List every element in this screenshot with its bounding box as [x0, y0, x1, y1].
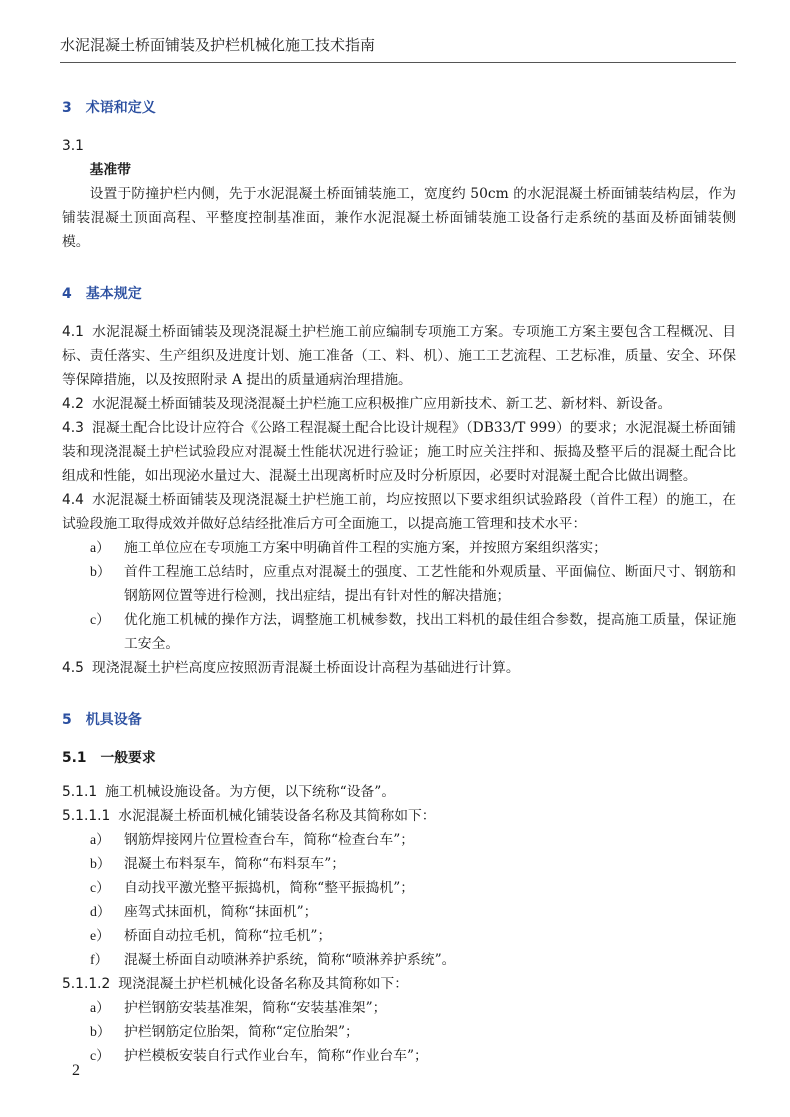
list-item: [62, 828, 736, 852]
list-item: [62, 560, 736, 608]
section-title: 基本规定: [85, 286, 142, 302]
clause-5-1-1: [62, 780, 736, 804]
list-item: [62, 948, 736, 972]
clause-4-5: [62, 656, 736, 680]
item-label: c）: [90, 612, 110, 627]
item-text: 自动找平激光整平振捣机，简称“整平振捣机”；: [124, 880, 415, 896]
item-label: f）: [90, 952, 109, 967]
clause-4-4: [62, 488, 736, 536]
item-text: 座驾式抹面机，简称“抹面机”；: [124, 904, 318, 920]
term-number: 3.1: [62, 138, 84, 154]
item-text: 首件工程施工总结时，应重点对混凝土的强度、工艺性能和外观质量、平面偏位、断面尺寸、钢筋和钢筋网位置等进行检测，找出症结，提出有针对性的解决措施；: [124, 564, 736, 604]
clause-text: 施工机械设施设备。为方便，以下统称“设备”。: [105, 784, 396, 800]
clause-4-1: [62, 320, 736, 392]
running-header: 水泥混凝土桥面铺装及护栏机械化施工技术指南: [60, 36, 376, 54]
clause-4-2: [62, 392, 736, 416]
clause-text: 现浇混凝土护栏机械化设备名称及其简称如下：: [118, 976, 409, 992]
clause-text: 水泥混凝土桥面铺装及现浇混凝土护栏施工前，均应按照以下要求组织试验路段（首件工程）的施工，在试验段施工取得成效并做好总结经批准后方可全面施工，以提高施工管理和技术水平：: [62, 492, 736, 532]
list-item: [62, 1044, 736, 1068]
clause-number: 4.4: [62, 492, 84, 508]
section-title: 机具设备: [85, 712, 142, 728]
subsection-5-1-heading: [62, 746, 736, 770]
item-label: c）: [90, 880, 110, 895]
item-label: a）: [90, 1000, 110, 1015]
item-label: b）: [90, 564, 111, 579]
clause-number: 4.3: [62, 420, 84, 436]
item-label: d）: [90, 904, 111, 919]
clause-text: 水泥混凝土桥面铺装及现浇混凝土护栏施工应积极推广应用新技术、新工艺、新材料、新设备。: [91, 396, 672, 412]
term-definition: 设置于防撞护栏内侧，先于水泥混凝土桥面铺装施工，宽度约 50cm 的水泥混凝土桥面铺装结构层，作为铺装混凝土顶面高程、平整度控制基准面，兼作水泥混凝土桥面铺装施工设备行走系统的基面及桥面铺装侧模。: [62, 186, 736, 250]
clause-number: 4.2: [62, 396, 84, 412]
section-3-heading: [62, 96, 736, 120]
item-text: 混凝土布料泵车，简称“布料泵车”；: [124, 856, 346, 872]
section-title: 术语和定义: [85, 100, 156, 116]
item-text: 施工单位应在专项施工方案中明确首件工程的实施方案，并按照方案组织落实；: [124, 540, 607, 556]
item-text: 护栏钢筋定位胎架，简称“定位胎架”；: [124, 1024, 359, 1040]
page-body: [62, 96, 736, 1068]
item-text: 钢筋焊接网片位置检查台车，简称“检查台车”；: [124, 832, 415, 848]
clause-5-1-1-2: [62, 972, 736, 996]
section-4-heading: [62, 282, 736, 306]
clause-number: 4.5: [62, 660, 84, 676]
item-label: a）: [90, 540, 110, 555]
list-item: [62, 852, 736, 876]
list-item: [62, 536, 736, 560]
section-number: 5: [62, 712, 72, 728]
clause-4-3: [62, 416, 736, 488]
term-name: 基准带: [89, 162, 131, 178]
subsection-number: 5.1: [62, 750, 87, 766]
item-text: 护栏钢筋安装基准架，简称“安装基准架”；: [124, 1000, 387, 1016]
clause-text: 水泥混凝土桥面铺装及现浇混凝土护栏施工前应编制专项施工方案。专项施工方案主要包含工程概况、目标、责任落实、生产组织及进度计划、施工准备（工、料、机）、施工工艺流程、工艺标准，质量、安全、环保等保障措施，以及按照附录 A 提出的质量通病治理措施。: [62, 324, 736, 388]
list-item: [62, 996, 736, 1020]
section-number: 3: [62, 100, 72, 116]
clause-text: 混凝土配合比设计应符合《公路工程混凝土配合比设计规程》（DB33/T 999）的要求；水泥混凝土桥面铺装和现浇混凝土护栏试验段应对混凝土性能状况进行验证；施工时应关注拌和、振捣及整平后的混凝土配合比组成和性能，如出现泌水量过大、混凝土出现离析时应及时分析原因，必要时对混凝土配合比做出调整。: [62, 420, 736, 484]
section-5-heading: [62, 708, 736, 732]
list-item: [62, 924, 736, 948]
item-text: 优化施工机械的操作方法，调整施工机械参数，找出工料机的最佳组合参数，提高施工质量，保证施工安全。: [124, 612, 736, 652]
clause-text: 现浇混凝土护栏高度应按照沥青混凝土桥面设计高程为基础进行计算。: [91, 660, 520, 676]
clause-number: 5.1.1: [62, 784, 98, 800]
clause-number: 5.1.1.1: [62, 808, 111, 824]
clause-5-1-1-1: [62, 804, 736, 828]
item-label: b）: [90, 1024, 111, 1039]
list-item: [62, 900, 736, 924]
clause-number: 4.1: [62, 324, 84, 340]
clause-text: 水泥混凝土桥面机械化铺装设备名称及其简称如下：: [118, 808, 436, 824]
list-item: [62, 608, 736, 656]
clause-number: 5.1.1.2: [62, 976, 111, 992]
item-text: 混凝土桥面自动喷淋养护系统，简称“喷淋养护系统”。: [124, 952, 456, 968]
item-text: 护栏模板安装自行式作业台车，简称“作业台车”；: [124, 1048, 428, 1064]
item-label: e）: [90, 928, 110, 943]
header-rule: [60, 62, 736, 63]
item-label: a）: [90, 832, 110, 847]
item-label: b）: [90, 856, 111, 871]
subsection-title: 一般要求: [100, 750, 156, 766]
list-item: [62, 1020, 736, 1044]
item-label: c）: [90, 1048, 110, 1063]
section-number: 4: [62, 286, 72, 302]
item-text: 桥面自动拉毛机，简称“拉毛机”；: [124, 928, 332, 944]
list-item: [62, 876, 736, 900]
page-number: 2: [72, 1062, 80, 1079]
